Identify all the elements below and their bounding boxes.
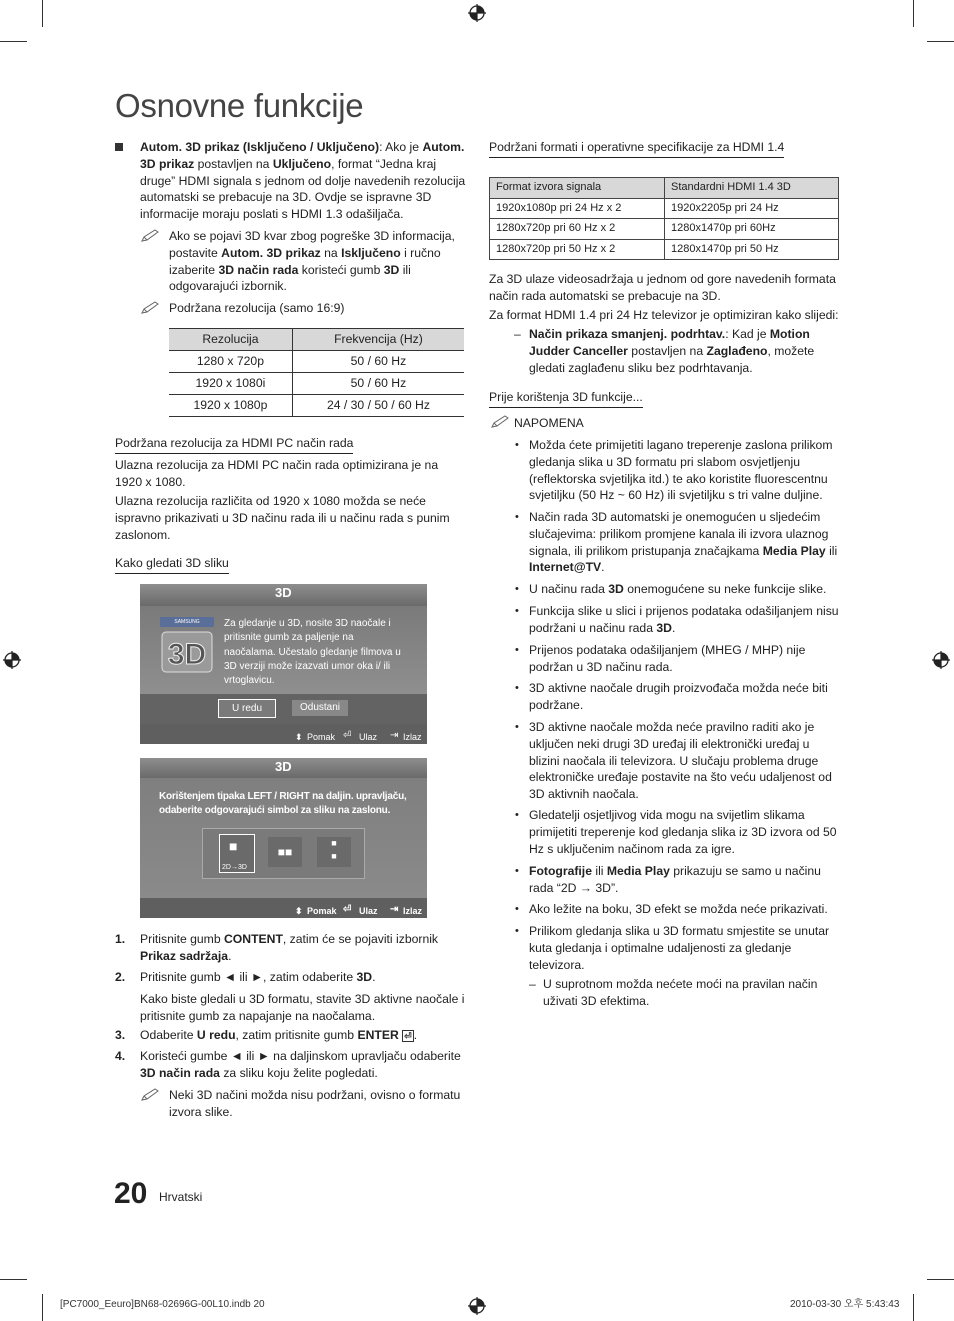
text: , zatim će se pojaviti izbornik (282, 932, 439, 946)
table-cell: 1280x720p pri 60 Hz x 2 (490, 219, 665, 240)
note-bullet (529, 509, 840, 576)
enter-icon: ⏎ (343, 730, 352, 741)
osd-title: 3D (275, 759, 292, 774)
enter-icon: ⏎ (404, 1031, 412, 1041)
bullet-dot: • (515, 865, 519, 877)
term: Media Play (762, 543, 826, 558)
text: Koristeći gumbe ◄ ili ► na daljinskom upravljaču odaberite (140, 1049, 461, 1063)
crop-mark (927, 41, 954, 42)
table-cell: 1280x720p pri 50 Hz x 2 (490, 239, 665, 260)
hdmi14-format-table (489, 177, 839, 260)
bullet-dot: • (515, 903, 519, 915)
crop-mark (42, 1294, 43, 1321)
3d-logo-icon (160, 628, 216, 676)
3d-mode-option-side-by-side[interactable] (268, 837, 302, 867)
before-use-section (489, 389, 839, 408)
footer-exit-label: Izlaz (403, 906, 423, 916)
watch-3d-section (115, 555, 465, 574)
table-cell: 1920 x 1080p (169, 395, 292, 417)
note-bullet: Prijenos podataka odašiljanjem (MHEG / MHP) nije podržan u 3D načinu rada. (529, 643, 806, 674)
table-cell: 50 / 60 Hz (292, 351, 464, 373)
footer-move-label: Pomak (307, 906, 337, 916)
term: Autom. 3D prikaz (140, 140, 465, 171)
before-use-heading: Prije korištenja 3D funkcije... (489, 389, 643, 408)
text: , format “Jedna kraj druge” HDMI signala s jednom od dolje navedenih rezolucija automatski se prebacuje na 3D. Ovdje se ispravne 3D informacije moraju poslati s HDMI 1.3 odašiljača. (140, 156, 466, 222)
resolution-table (169, 328, 464, 417)
bullet-dot: • (515, 439, 519, 451)
text: . (228, 948, 232, 963)
footer-move-label: Pomak (307, 732, 336, 742)
viewing-angle-subnote: U suprotnom možda nećete moći na pravilan način uživati 3D efektima. (543, 977, 818, 1008)
table-row (490, 198, 839, 219)
table-row (169, 373, 464, 395)
note-supported-resolution: Podržana rezolucija (samo 16:9) (169, 301, 345, 315)
hdmi-pc-paragraph: Ulazna rezolucija za HDMI PC način rada optimizirana je na 1920 x 1080. (115, 458, 439, 489)
osd-warning-text: Za gledanje u 3D, nosite 3D naočale i pritisnite gumb za paljenje na naočalama. Učestalo gledanje filmova u 3D verziji može izazvati umor oka i/ ili vrtoglavicu. (224, 618, 401, 687)
note-bullet (529, 603, 840, 637)
auto-3d-heading: Autom. 3D prikaz (Isključeno / Uključeno) (140, 140, 380, 154)
registration-mark-icon (932, 651, 950, 669)
term: Način prikaza smanjenj. podrhtav. (529, 327, 726, 341)
step-4 (140, 1048, 466, 1082)
term: Motion Judder Canceller (529, 327, 810, 358)
table-row (490, 239, 839, 260)
note-bullet (529, 863, 840, 897)
bullet-dot: • (515, 583, 519, 595)
crop-mark (913, 1294, 914, 1321)
text: Pritisnite gumb (140, 932, 224, 946)
osd-title: 3D (275, 585, 292, 600)
text: Odaberite (140, 1028, 197, 1042)
crop-mark (0, 41, 27, 42)
table-cell: 1280x1470p pri 50 Hz (665, 239, 839, 260)
term: Zaglađeno (706, 343, 768, 358)
text: Funkcija slike u slici i prijenos podataka odašiljanjem nisu podržani u načinu rada (529, 604, 839, 635)
osd-3d-mode-dialog (140, 758, 427, 918)
hdmi14-paragraph: Za 3D ulaze videosadržaja u jednom od gore navedenih formata način rada automatski se prebacuje na 3D. (489, 272, 836, 303)
step-number: 4. (115, 1049, 126, 1063)
step-number: 1. (115, 932, 126, 946)
dash-bullet: – (529, 977, 536, 991)
bullet-dot: • (515, 511, 519, 523)
table-row (169, 395, 464, 417)
footer-enter-label: Ulaz (359, 732, 378, 742)
osd-3d-warning-dialog (140, 584, 427, 744)
term: Internet@TV (529, 560, 602, 575)
osd-title-bar (140, 584, 427, 606)
step-2-detail: Kako biste gledali u 3D formatu, stavite 3D aktivne naočale i pritisnite gumb za napajanje na naočalama. (140, 992, 465, 1023)
footer-enter-label: Ulaz (359, 906, 378, 916)
hdmi14-section (489, 139, 839, 158)
registration-mark-icon (468, 1297, 486, 1315)
term: U redu (196, 1028, 236, 1042)
text: ili (825, 543, 838, 558)
3d-mode-option-2d-to-3d[interactable] (219, 834, 255, 873)
note-bullet: Možda ćete primijetiti lagano treperenje zaslona prilikom gledanja slika u 3D formatu pri slabom osvjetljenju (reflektorska svjetiljka itd.) te ako koristite fluorescentnu svjetiljku (50 Hz ~ 60 Hz) ili svjetiljku s tri valne duljine. (529, 438, 833, 503)
text: prikazuju se samo u načinu rada “2D → 3D”. (529, 864, 821, 895)
text: , zatim pritisnite gumb (235, 1028, 358, 1042)
crop-mark (913, 0, 914, 27)
auto-3d-paragraph (140, 139, 466, 223)
term: CONTENT (224, 932, 283, 946)
note-bullet: Gledatelji osjetljivog vida mogu na svijetlim slikama primijetiti treperenje kod gledanja slika iz 3D izvora od 50 Hz s uključenim načinom rada za igre. (529, 808, 837, 856)
napomena-label: NAPOMENA (514, 416, 584, 430)
bullet-dot: • (515, 605, 519, 617)
text: onemogućene su neke funkcije slike. (623, 582, 827, 596)
step-1 (140, 931, 466, 965)
side-by-side-icon: ■■ (277, 845, 293, 859)
text: . (372, 970, 376, 984)
samsung-logo: SAMSUNG (160, 617, 214, 627)
term: Isključeno (341, 245, 401, 260)
bullet-dot: • (515, 925, 519, 937)
exit-icon: ⇥ (390, 904, 399, 915)
term: 3D (656, 620, 672, 635)
text: . (671, 620, 676, 635)
text: : Kad je (725, 327, 770, 341)
note-3d-error (169, 228, 465, 295)
table-row (490, 219, 839, 240)
top-bottom-icon: ■ ■ (331, 838, 337, 861)
text: . (601, 560, 605, 575)
move-icon: ⬍ (295, 732, 303, 742)
table-header: Rezolucija (169, 329, 292, 351)
table-cell: 1920x1080p pri 24 Hz x 2 (490, 198, 665, 219)
footer-exit-label: Izlaz (403, 732, 422, 742)
ok-button[interactable]: U redu (218, 699, 276, 718)
table-cell: 1920 x 1080i (169, 373, 292, 395)
text: , možete gledati zaglađenu sliku bez podrhtavanja. (529, 343, 815, 375)
osd-footer (140, 724, 427, 744)
text: U načinu rada (529, 582, 609, 596)
text: ili (591, 864, 607, 878)
term: Uključeno (272, 156, 332, 171)
cancel-button[interactable]: Odustani (292, 700, 348, 716)
step-number: 3. (115, 1028, 126, 1042)
note-bullet: 3D aktivne naočale drugih proizvođača možda neće biti podržane. (529, 681, 828, 712)
table-header: Frekvencija (Hz) (292, 329, 464, 351)
term: 3D način rada (140, 1065, 220, 1080)
enter-icon: ⏎ (343, 904, 352, 915)
text: postavljen na (627, 343, 707, 358)
registration-mark-icon (3, 651, 21, 669)
table-header: Format izvora signala (490, 178, 665, 199)
term: Autom. 3D prikaz (221, 245, 321, 260)
term: Fotografije (529, 864, 592, 878)
text: postavljen na (194, 156, 273, 171)
text: Pritisnite gumb ◄ ili ►, zatim odaberite (140, 970, 357, 984)
text: za sliku koju želite pogledati. (219, 1065, 378, 1080)
step-3 (140, 1027, 466, 1044)
person-icon: ■ (229, 838, 238, 854)
bullet-dot: • (515, 644, 519, 656)
page-title: Osnovne funkcije (115, 87, 364, 124)
crop-mark (42, 0, 43, 27)
term: 3D (608, 582, 624, 596)
hdmi-pc-paragraph: Ulazna rezolucija različita od 1920 x 1080 možda se neće ispravno prikazivati u 3D načinu rada ili u načinu rada s punim zaslonom. (115, 494, 450, 542)
3d-mode-selector (202, 828, 365, 879)
crop-mark (927, 1279, 954, 1280)
table-cell: 50 / 60 Hz (292, 373, 464, 395)
term: 3D (356, 970, 373, 984)
language-label: Hrvatski (159, 1190, 203, 1204)
hdmi-pc-section (115, 435, 465, 454)
bullet-dot: • (515, 721, 519, 733)
term: Media Play (606, 864, 670, 878)
page-number: 20 (114, 1177, 148, 1210)
print-file-info: [PC7000_Eeuro]BN68-02696G-00L10.indb 20 (60, 1299, 265, 1310)
watch-3d-heading: Kako gledati 3D sliku (115, 555, 229, 574)
step-number: 2. (115, 970, 126, 984)
bullet-dot: • (515, 682, 519, 694)
osd-button-row (140, 694, 427, 724)
pencil-note-icon (141, 1088, 159, 1102)
note-bullet: 3D aktivne naočale možda neće pravilno raditi ako je uključen neki drugi 3D uređaj ili elektronički uređaj u blizini naočala ili televizora. U slučaju problema druge elektroničke uređaje postavite na što veću udaljenost od 3D aktivnih naočala. (529, 720, 832, 802)
text: na (320, 245, 342, 260)
3d-mode-option-top-bottom[interactable] (317, 837, 351, 867)
pencil-note-icon (141, 229, 159, 243)
table-cell: 1280 x 720p (169, 351, 292, 373)
term: 3D (383, 262, 400, 277)
step-2 (140, 969, 466, 986)
term: ENTER (357, 1028, 399, 1042)
judder-canceller-item (529, 326, 839, 376)
text: . (413, 1028, 418, 1042)
pencil-note-icon (141, 301, 159, 315)
text: Način rada 3D automatski je onemogućen u sljedećim slučajevima: prilikom promjene kanala ili izvora ulaznog signala, ili prilikom pristupanja značajkama (529, 510, 829, 558)
hdmi-pc-heading: Podržana rezolucija za HDMI PC način rada (115, 435, 353, 454)
text: Ako se pojavi 3D kvar zbog pogreške 3D informacija, postavite (169, 229, 455, 260)
pencil-note-icon (491, 415, 509, 429)
note-bullet: Prilikom gledanja slika u 3D formatu smjestite se unutar kuta gledanja i optimalne udaljenosti za gledanje televizora. (529, 924, 830, 972)
table-row (169, 351, 464, 373)
note-bullet (529, 581, 840, 598)
text: koristeći gumb (298, 262, 384, 277)
exit-icon: ⇥ (390, 730, 399, 741)
note-3d-modes: Neki 3D načini možda nisu podržani, ovisno o formatu izvora slike. (169, 1088, 461, 1119)
hdmi14-heading: Podržani formati i operativne specifikacije za HDMI 1.4 (489, 139, 784, 158)
option-label: 2D→3D (222, 864, 247, 871)
osd-title-bar (140, 758, 427, 778)
osd-footer (140, 898, 427, 918)
term: Prikaz sadržaja (140, 948, 229, 963)
text: : Ako je (379, 140, 420, 154)
crop-mark (0, 1279, 27, 1280)
print-date-info: 2010-03-30 오후 5:43:43 (790, 1299, 900, 1310)
table-cell: 1280x1470p pri 60Hz (665, 219, 839, 240)
svg-text:3D: 3D (167, 638, 207, 671)
note-bullet: Ako ležite na boku, 3D efekt se možda neće prikazivati. (529, 902, 828, 916)
registration-mark-icon (468, 4, 486, 22)
dash-bullet: – (514, 327, 521, 341)
bullet-dot: • (515, 809, 519, 821)
osd-instruction-text: Korištenjem tipaka LEFT / RIGHT na daljin. upravljaču, odaberite odgovarajući simbol za sliku na zaslonu. (159, 791, 407, 817)
text: ili odgovarajući izbornik. (169, 262, 411, 294)
text: i ručno izaberite (169, 245, 441, 277)
square-bullet-icon (115, 143, 123, 151)
table-header: Standardni HDMI 1.4 3D (665, 178, 839, 199)
hdmi14-paragraph: Za format HDMI 1.4 pri 24 Hz televizor je optimiziran kako slijedi: (489, 308, 839, 322)
table-cell: 24 / 30 / 50 / 60 Hz (292, 395, 464, 417)
table-cell: 1920x2205p pri 24 Hz (665, 198, 839, 219)
term: 3D način rada (218, 262, 299, 277)
move-icon: ⬍ (295, 906, 303, 916)
